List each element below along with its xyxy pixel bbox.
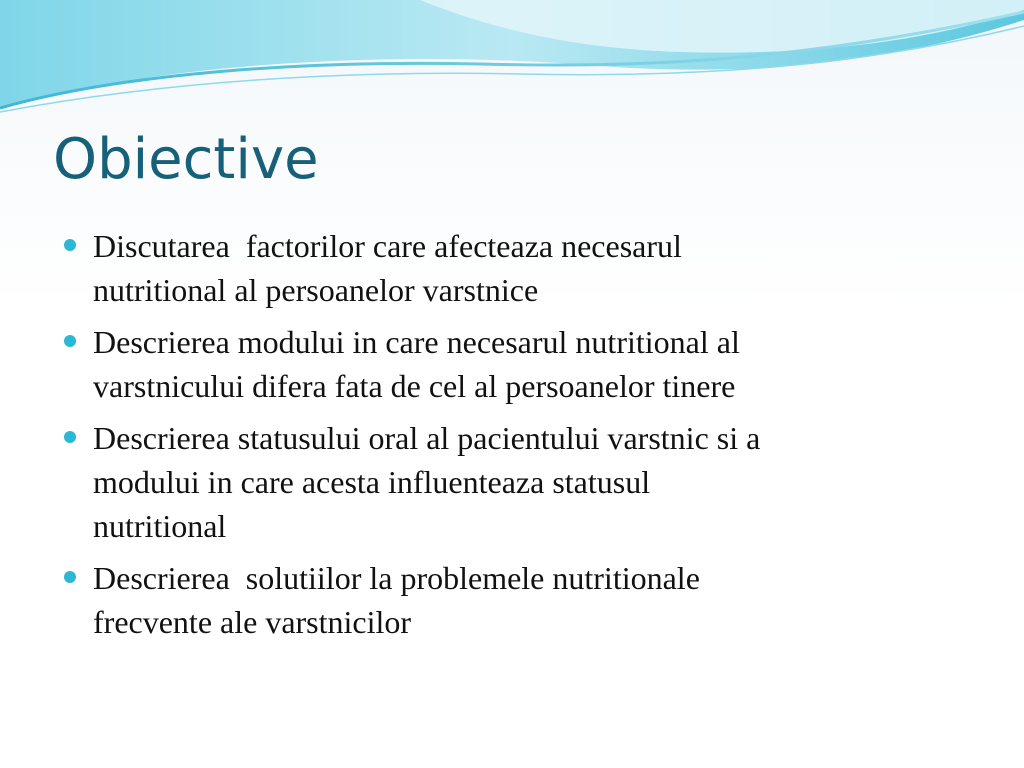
bullet-text: Descrierea statusului oral al pacientului varstnic si a modului in care acesta influenteaza statusul nutritional [93, 420, 761, 544]
header-wave-decoration [0, 0, 1024, 120]
bullet-item [64, 320, 964, 408]
bullet-circle-icon [64, 239, 76, 251]
bullet-circle-icon [64, 335, 76, 347]
slide-title: Obiective [53, 127, 319, 192]
bullet-circle-icon [64, 571, 76, 583]
bullet-item [64, 556, 964, 644]
bullet-text: Descrierea modului in care necesarul nutritional al varstnicului difera fata de cel al persoanelor tinere [93, 324, 740, 404]
bullet-text: Discutarea factorilor care afecteaza necesarul nutritional al persoanelor varstnice [93, 228, 682, 308]
bullet-list [64, 224, 964, 652]
bullet-circle-icon [64, 431, 76, 443]
bullet-text: Descrierea solutiilor la problemele nutritionale frecvente ale varstnicilor [93, 560, 700, 640]
bullet-item [64, 224, 964, 312]
bullet-item [64, 416, 964, 548]
